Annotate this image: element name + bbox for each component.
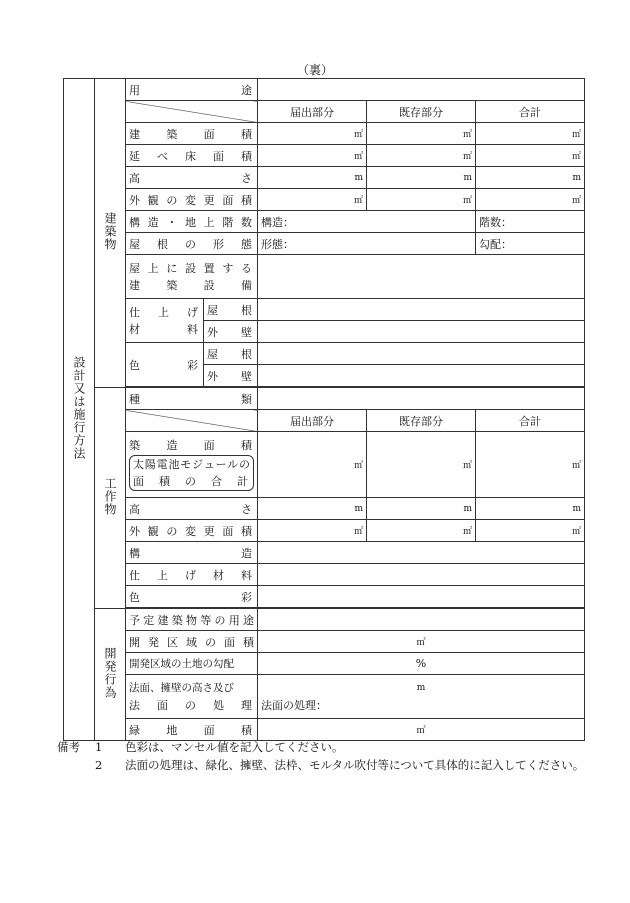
green-area-field[interactable]: ㎡ — [258, 719, 585, 741]
planned-use-label: 予定建築物等の用途 — [126, 609, 258, 631]
structure-exterior-total[interactable]: ㎡ — [476, 520, 585, 542]
construction-area-total[interactable]: ㎡ — [476, 432, 585, 498]
structure-height-existing[interactable]: m — [367, 498, 476, 520]
structure-floors-label: 構造・地上階数 — [126, 211, 258, 233]
structure-color-field[interactable] — [258, 586, 585, 608]
roof-shape-label: 屋根の形態 — [126, 233, 258, 255]
exterior-change-label: 外観の変更面積 — [126, 189, 258, 211]
construction-area-label: 築造面積 太陽電池モジュールの 面積の合計 — [126, 432, 258, 498]
exterior-change-total[interactable]: ㎡ — [476, 189, 585, 211]
structure-exterior-notified[interactable]: ㎡ — [258, 520, 367, 542]
structure-kind-field[interactable] — [258, 388, 585, 410]
structure-exterior-existing[interactable]: ㎡ — [367, 520, 476, 542]
finish-roof-field[interactable] — [258, 299, 585, 321]
color-wall-field[interactable] — [258, 365, 585, 387]
building-use-field[interactable] — [258, 79, 585, 101]
group-development-label: 開発行為 — [95, 609, 126, 741]
finish-wall-field[interactable] — [258, 321, 585, 343]
floor-area-existing[interactable]: ㎡ — [367, 145, 476, 167]
col-existing: 既存部分 — [367, 101, 476, 123]
planned-use-field[interactable] — [258, 609, 585, 631]
development-area-field[interactable]: ㎡ — [258, 631, 585, 653]
notes-section — [57, 738, 597, 774]
building-use-label: 用 途 — [126, 79, 258, 101]
col-existing-2: 既存部分 — [367, 410, 476, 432]
col-total: 合計 — [476, 101, 585, 123]
finish-material-label: 仕上げ 材料 — [126, 299, 204, 343]
structure-color-label: 色彩 — [126, 586, 258, 608]
floor-area-notified[interactable]: ㎡ — [258, 145, 367, 167]
building-area-notified[interactable]: ㎡ — [258, 123, 367, 145]
rooftop-equipment-label: 屋上に設置する 建築設備 — [126, 255, 258, 299]
structure-exterior-change-label: 外観の変更面積 — [126, 520, 258, 542]
land-slope-label: 開発区域の土地の勾配 — [126, 653, 258, 675]
land-slope-field[interactable]: % — [258, 653, 585, 675]
finish-wall-label: 外壁 — [204, 321, 258, 343]
exterior-change-notified[interactable]: ㎡ — [258, 189, 367, 211]
building-area-existing[interactable]: ㎡ — [367, 123, 476, 145]
structure-field[interactable]: 構造： — [258, 211, 476, 233]
building-height-label: 高さ — [126, 167, 258, 189]
structure-height-total[interactable]: m — [476, 498, 585, 520]
col-notified-2: 届出部分 — [258, 410, 367, 432]
structure-height-notified[interactable]: m — [258, 498, 367, 520]
notes-heading: 備考 — [57, 740, 80, 754]
color-roof-field[interactable] — [258, 343, 585, 365]
diagonal-header-cell — [126, 101, 258, 123]
note-text: 色彩は、マンセル値を記入してください。 — [125, 740, 344, 754]
floors-field[interactable]: 階数： — [476, 211, 585, 233]
page-title: （裏） — [296, 63, 333, 77]
construction-area-existing[interactable]: ㎡ — [367, 432, 476, 498]
rooftop-equipment-field[interactable] — [258, 255, 585, 299]
structure-construction-label: 構造 — [126, 542, 258, 564]
color-roof-label: 屋根 — [204, 343, 258, 365]
slope-height-field[interactable]: m 法面の処理： — [258, 675, 585, 719]
finish-roof-label: 屋根 — [204, 299, 258, 321]
development-area-label: 開発区域の面積 — [126, 631, 258, 653]
slope-height-label: 法面、擁壁の高さ及び 法面の処理 — [126, 675, 258, 719]
roof-slope-field[interactable]: 勾配： — [476, 233, 585, 255]
building-height-total[interactable]: m — [476, 167, 585, 189]
group-building-label: 建築物 — [95, 79, 126, 388]
note-item — [57, 756, 597, 774]
roof-shape-field[interactable]: 形態： — [258, 233, 476, 255]
color-label: 色彩 — [126, 343, 204, 387]
section-label: 設計又は施行方法 — [64, 79, 95, 741]
note-item — [57, 738, 597, 756]
exterior-change-existing[interactable]: ㎡ — [367, 189, 476, 211]
solar-module-bracket: 太陽電池モジュールの 面積の合計 — [129, 455, 254, 491]
floor-area-total[interactable]: ㎡ — [476, 145, 585, 167]
structure-finish-field[interactable] — [258, 564, 585, 586]
col-total-2: 合計 — [476, 410, 585, 432]
note-text: 法面の処理は、緑化、擁壁、法枠、モルタル吹付等について具体的に記入してください。 — [125, 758, 585, 772]
structure-construction-field[interactable] — [258, 542, 585, 564]
note-number: 2 — [95, 758, 103, 772]
structure-finish-label: 仕上げ材料 — [126, 564, 258, 586]
col-notified: 届出部分 — [258, 101, 367, 123]
construction-area-notified[interactable]: ㎡ — [258, 432, 367, 498]
diagonal-header-cell-2 — [126, 410, 258, 432]
design-method-table — [63, 78, 585, 741]
color-wall-label: 外壁 — [204, 365, 258, 387]
building-area-total[interactable]: ㎡ — [476, 123, 585, 145]
note-number: 1 — [95, 740, 103, 754]
building-area-label: 建築面積 — [126, 123, 258, 145]
green-area-label: 緑地面積 — [126, 719, 258, 741]
building-height-notified[interactable]: m — [258, 167, 367, 189]
structure-height-label: 高さ — [126, 498, 258, 520]
building-height-existing[interactable]: m — [367, 167, 476, 189]
structure-kind-label: 種 類 — [126, 388, 258, 410]
group-structure-label: 工作物 — [95, 388, 126, 609]
floor-area-label: 延べ床面積 — [126, 145, 258, 167]
